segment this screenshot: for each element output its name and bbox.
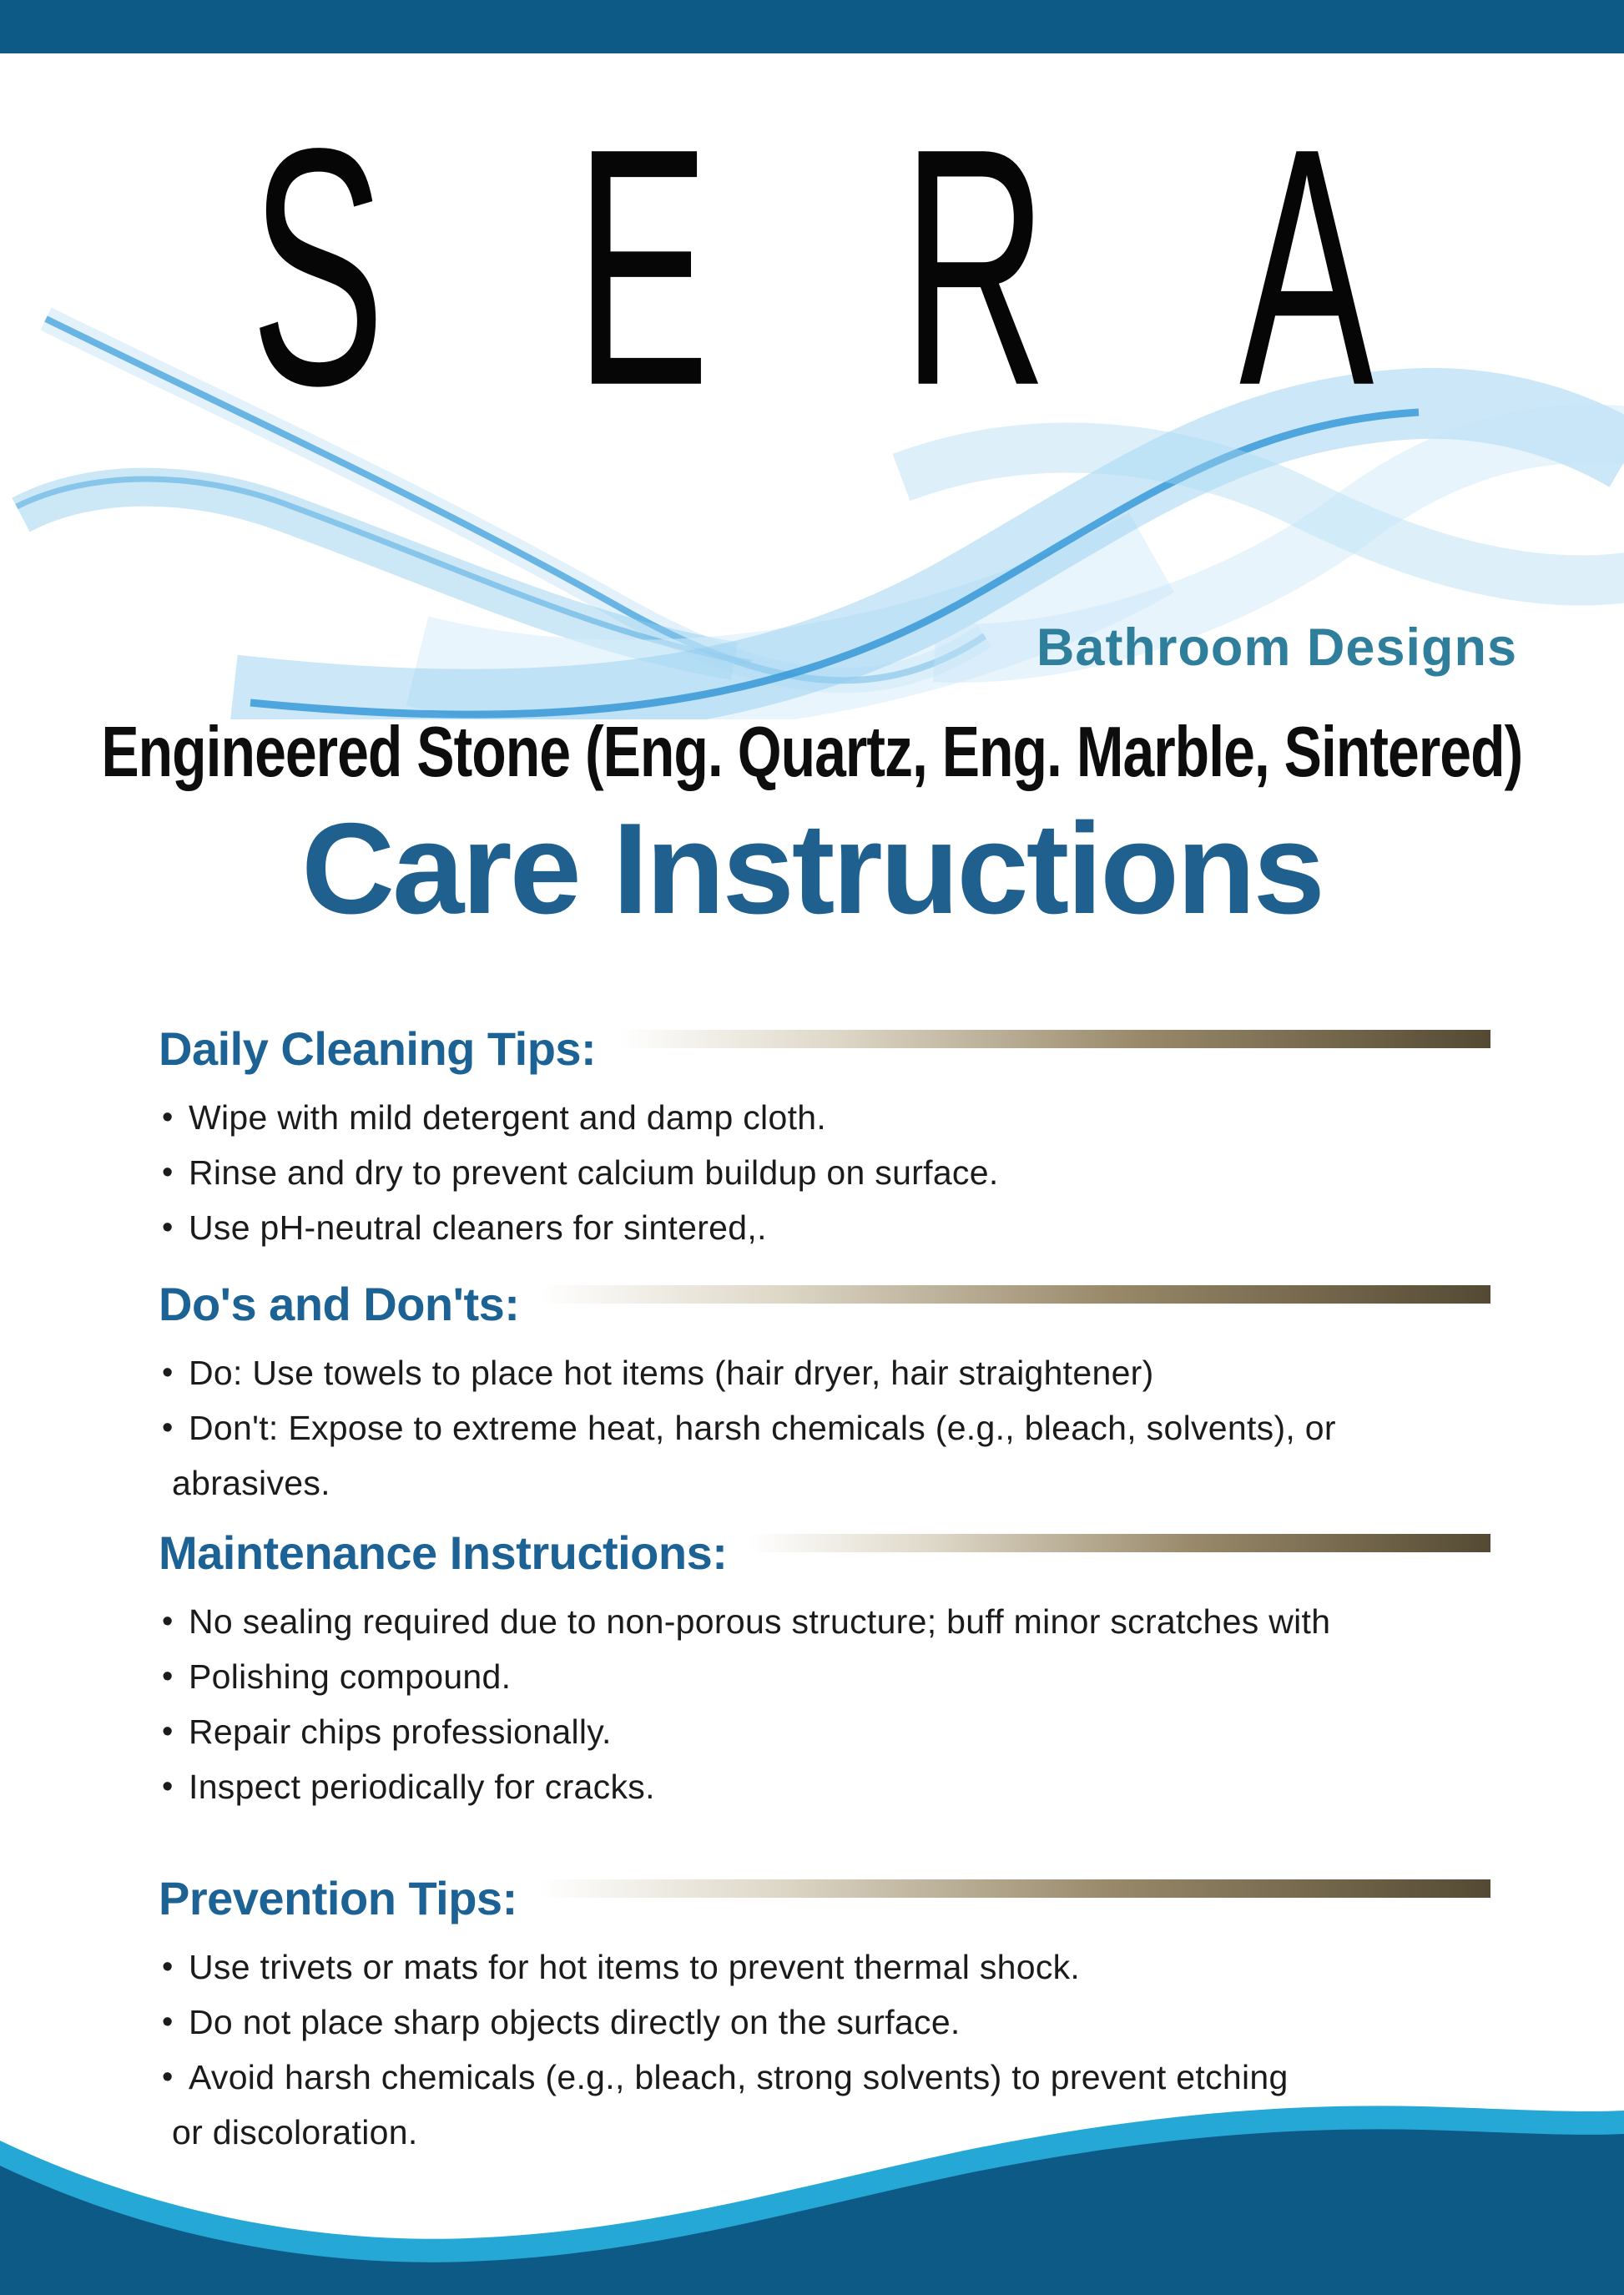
bullet-item: • Do not place sharp objects directly on the surface.: [159, 1995, 1490, 2050]
bullet-continuation: or discoloration.: [172, 2113, 418, 2151]
material-heading-text: Engineered Stone (Eng. Quartz, Eng. Marble, Sintered): [101, 712, 1523, 792]
bullet-item: • Don't: Expose to extreme heat, harsh chemicals (e.g., bleach, solvents), or: [159, 1400, 1490, 1455]
bullet-list: [159, 1345, 1490, 1511]
brand-letter: R: [901, 78, 1047, 456]
section-heading-row: [159, 1869, 1490, 1928]
bullet-item: • Avoid harsh chemicals (e.g., bleach, strong solvents) to prevent etching: [159, 2050, 1490, 2105]
bullet-continuation: abrasives.: [172, 1464, 330, 1502]
bullet-list: [159, 1939, 1490, 2160]
section-heading-row: [159, 1275, 1490, 1334]
top-border-bar: [0, 0, 1624, 53]
section-heading-row: [159, 1524, 1490, 1582]
bullet-list: [159, 1594, 1490, 1814]
section-heading: Prevention Tips:: [159, 1872, 517, 1924]
section-daily-cleaning: [159, 1020, 1490, 1255]
section-prevention: [159, 1869, 1490, 2160]
bullet-item: • Wipe with mild detergent and damp cloth.: [159, 1090, 1490, 1145]
brand-letter: E: [575, 78, 710, 456]
divider-gradient-bar: [541, 1285, 1490, 1304]
bullet-item: • Do: Use towels to place hot items (hair dryer, hair straightener): [159, 1345, 1490, 1400]
brand-letter: S: [250, 78, 386, 456]
bullet-item: • Repair chips professionally.: [159, 1704, 1490, 1759]
care-instructions-content: [159, 993, 1490, 2160]
bullet-item: • Use pH-neutral cleaners for sintered,.: [159, 1200, 1490, 1255]
divider-gradient-bar: [749, 1534, 1490, 1552]
section-maintenance: [159, 1524, 1490, 1814]
section-heading: Daily Cleaning Tips:: [159, 1022, 597, 1075]
bullet-item: • Inspect periodically for cracks.: [159, 1759, 1490, 1814]
brand-logo: [0, 78, 1624, 456]
section-heading: Do's and Don'ts:: [159, 1278, 520, 1330]
section-heading: Maintenance Instructions:: [159, 1526, 728, 1579]
bullet-list: [159, 1090, 1490, 1255]
material-heading: [0, 711, 1624, 792]
bullet-item: • Rinse and dry to prevent calcium buildup on surface.: [159, 1145, 1490, 1200]
divider-gradient-bar: [539, 1879, 1490, 1898]
brand-tagline: Bathroom Designs: [1036, 618, 1517, 677]
bullet-item: • Use trivets or mats for hot items to prevent thermal shock.: [159, 1939, 1490, 1995]
bullet-item: • No sealing required due to non-porous structure; buff minor scratches with: [159, 1594, 1490, 1649]
section-heading-row: [159, 1020, 1490, 1078]
page-title: Care Instructions: [301, 796, 1323, 941]
section-dos-donts: [159, 1275, 1490, 1511]
bullet-item: • Polishing compound.: [159, 1649, 1490, 1704]
divider-gradient-bar: [618, 1030, 1490, 1048]
brand-letter: A: [1238, 78, 1374, 456]
